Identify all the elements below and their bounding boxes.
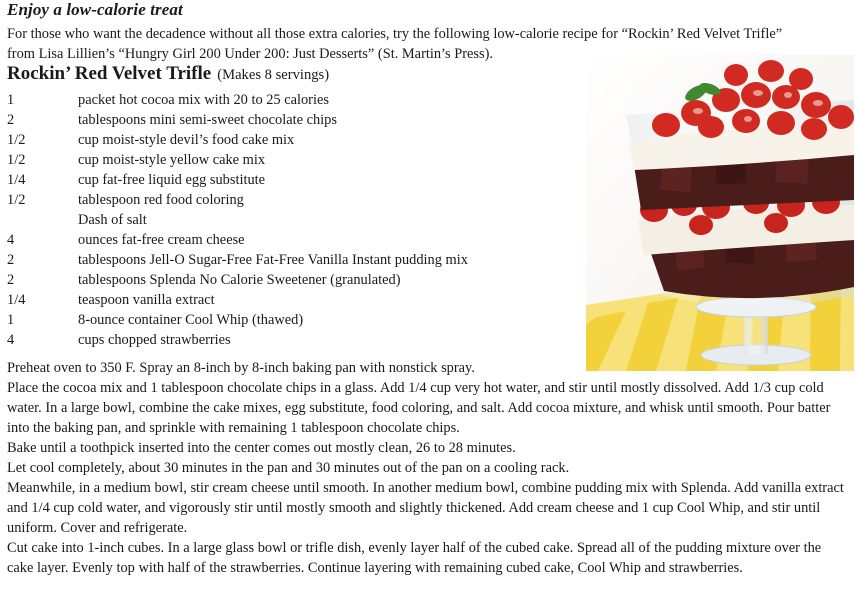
ingredient-qty: 1 xyxy=(7,92,15,108)
trifle-photo xyxy=(586,55,854,371)
ingredient-item: packet hot cocoa mix with 20 to 25 calories xyxy=(78,92,329,108)
ingredient-item: cup moist-style yellow cake mix xyxy=(78,152,266,168)
section-heading: Enjoy a low-calorie treat xyxy=(7,0,183,19)
ingredient-qty: 1/4 xyxy=(7,292,26,308)
ingredient-row xyxy=(7,330,577,350)
direction-step: Cut cake into 1-inch cubes. In a large glass bowl or trifle dish, evenly layer half of the cubed cake. Spread all of the pudding mixture over the cake layer. Evenly top with half of the strawberries. Continue layering with remaining cubed cake, Cool Whip and strawberries. xyxy=(7,540,822,576)
ingredient-row xyxy=(7,110,577,130)
direction-step: Preheat oven to 350 F. Spray an 8-inch by 8-inch baking pan with nonstick spray. xyxy=(7,360,475,376)
ingredients-list xyxy=(7,90,577,350)
ingredient-item: tablespoons Jell-O Sugar-Free Fat-Free Vanilla Instant pudding mix xyxy=(78,252,468,268)
ingredient-row xyxy=(7,230,577,250)
direction-step: Place the cocoa mix and 1 tablespoon chocolate chips in a glass. Add 1/4 cup very hot water, and stir until mostly dissolved. Add 1/3 cup cold water. In a large bowl, combine the cake mixes, egg substitute, food coloring, and salt. Add cocoa mixture, and whisk until smooth. Pour batter into the baking pan, and sprinkle with remaining 1 tablespoon chocolate chips. xyxy=(7,380,831,436)
ingredient-item: teaspoon vanilla extract xyxy=(78,292,215,308)
ingredient-qty: 2 xyxy=(7,112,15,128)
ingredient-qty: 1/4 xyxy=(7,172,26,188)
recipe-yield: (Makes 8 servings) xyxy=(217,67,330,83)
ingredient-item: tablespoon red food coloring xyxy=(78,192,244,208)
ingredient-row xyxy=(7,90,577,110)
ingredient-row xyxy=(7,290,577,310)
ingredient-qty: 2 xyxy=(7,272,15,288)
ingredient-qty: 1/2 xyxy=(7,132,26,148)
ingredient-row xyxy=(7,170,577,190)
ingredient-row xyxy=(7,150,577,170)
ingredient-row xyxy=(7,310,577,330)
intro-paragraph: For those who want the decadence without all those extra calories, try the following low-calorie recipe for “Rockin’ Red Velvet Trifle” from Lisa Lillien’s “Hungry Girl 200 Under 200: Just Desserts” (St. Martin’s Press). xyxy=(7,26,783,62)
ingredient-item: tablespoons Splenda No Calorie Sweetener (granulated) xyxy=(78,272,401,288)
ingredient-item: cup fat-free liquid egg substitute xyxy=(78,172,266,188)
ingredient-qty: 2 xyxy=(7,252,15,268)
ingredient-item: 8-ounce container Cool Whip (thawed) xyxy=(78,312,304,328)
direction-step: Bake until a toothpick inserted into the center comes out mostly clean, 26 to 28 minutes. xyxy=(7,440,516,456)
ingredient-item: cups chopped strawberries xyxy=(78,332,231,348)
directions xyxy=(7,358,849,578)
ingredient-item: tablespoons mini semi-sweet chocolate chips xyxy=(78,112,337,128)
direction-step: Meanwhile, in a medium bowl, stir cream cheese until smooth. In another medium bowl, combine pudding mix with Splenda. Add vanilla extract and 1/4 cup cold water, and vigorously stir until mostly smooth and slightly thickened. Add cream cheese and 1 cup Cool Whip, and stir until uniform. Cover and refrigerate. xyxy=(7,480,844,536)
ingredient-item: ounces fat-free cream cheese xyxy=(78,232,245,248)
ingredient-row xyxy=(7,250,577,270)
ingredient-qty: 1/2 xyxy=(7,192,26,208)
ingredient-row xyxy=(7,130,577,150)
trifle-illustration xyxy=(586,55,854,371)
direction-step: Let cool completely, about 30 minutes in the pan and 30 minutes out of the pan on a cooling rack. xyxy=(7,460,570,476)
ingredient-row xyxy=(7,210,577,230)
ingredient-item: Dash of salt xyxy=(78,212,147,228)
ingredient-item: cup moist-style devil’s food cake mix xyxy=(78,132,295,148)
recipe-title-row xyxy=(7,63,329,85)
ingredient-qty: 4 xyxy=(7,332,15,348)
ingredient-qty: 1/2 xyxy=(7,152,26,168)
ingredient-qty: 4 xyxy=(7,232,15,248)
recipe-title: Rockin’ Red Velvet Trifle xyxy=(7,63,212,84)
ingredient-qty: 1 xyxy=(7,312,15,328)
ingredient-row xyxy=(7,190,577,210)
ingredient-row xyxy=(7,270,577,290)
